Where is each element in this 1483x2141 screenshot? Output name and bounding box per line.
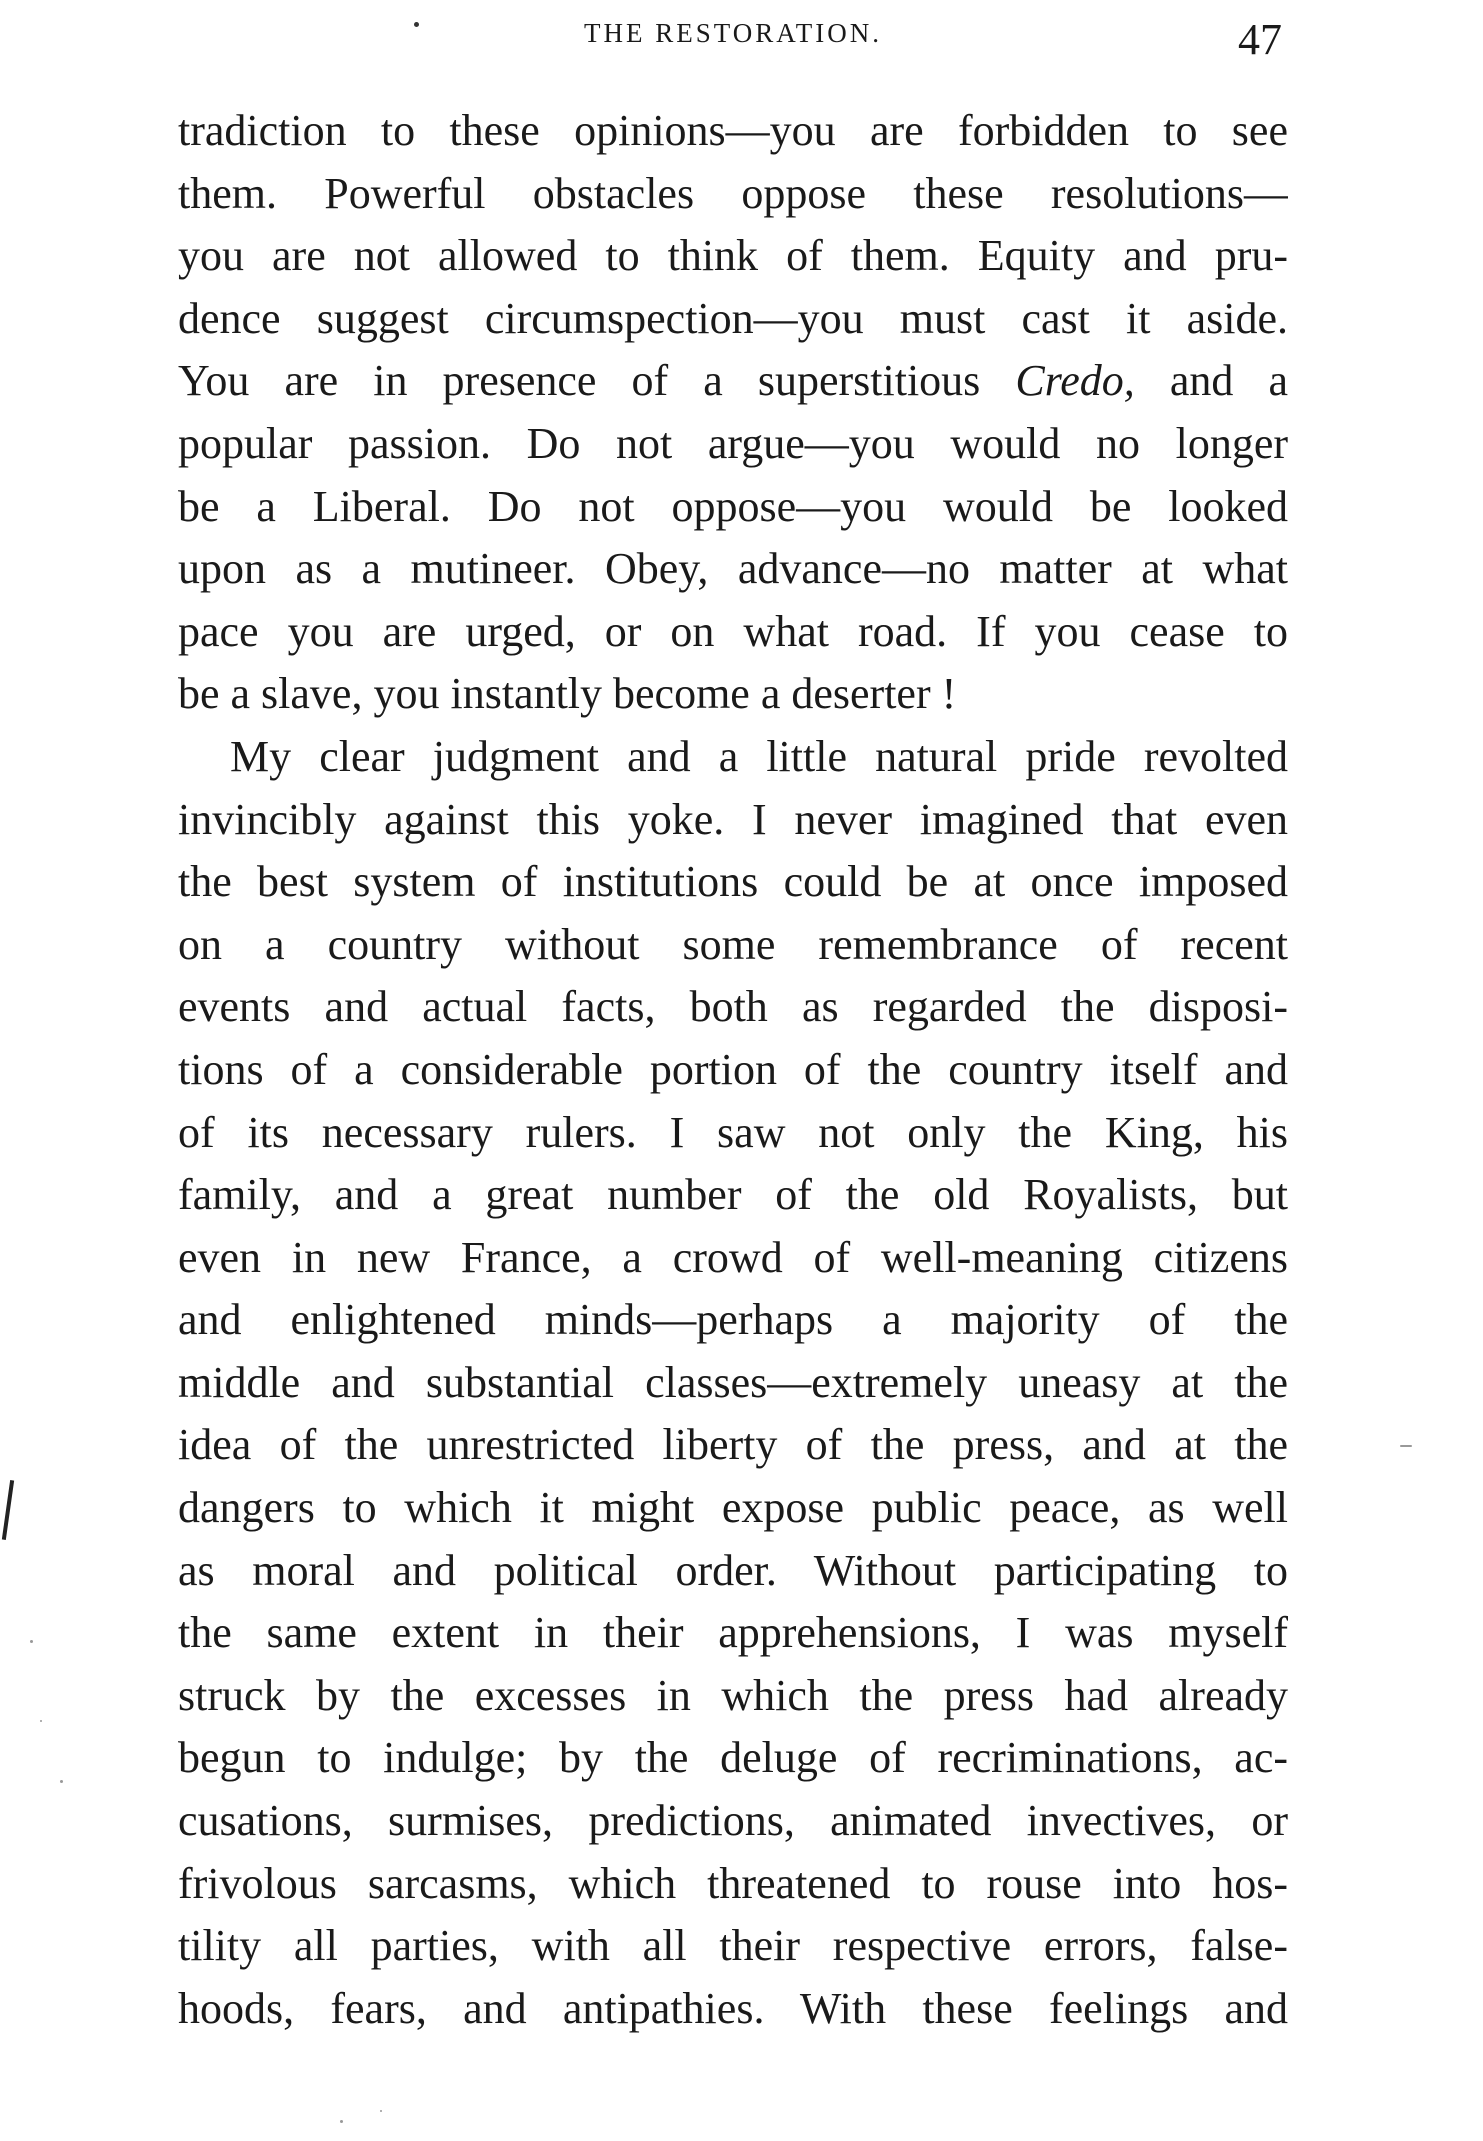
scan-speck [60,1780,63,1783]
text-line-23: dangers to which it might expose public peace, as well [178,1483,1288,1533]
text-line-21: middle and substantial classes—extremely uneasy at the [178,1357,1288,1407]
text-line-7: be a Liberal. Do not oppose—you would be looked [178,481,1288,531]
page-number: 47 [1238,15,1282,64]
text-line-19: even in new France, a crowd of well-meaning citizens [178,1232,1288,1282]
scan-speck [40,1720,42,1722]
text-line-24: as moral and political order. Without participating to [178,1545,1288,1595]
scan-speck [1400,1445,1412,1447]
text-line-11: My clear judgment and a little natural pride revolted [230,731,1288,781]
running-head [178,14,1288,74]
text-line-28: cusations, surmises, predictions, animated invectives, or [178,1796,1288,1846]
text-line-9: pace you are urged, or on what road. If you cease to [178,606,1288,656]
text-line-16: tions of a considerable portion of the country itself and [178,1044,1288,1094]
text-line-20: and enlightened minds—perhaps a majority of the [178,1295,1288,1345]
text-line-22: idea of the unrestricted liberty of the press, and at the [178,1420,1288,1470]
scan-speck [380,2110,382,2112]
text-line-25: the same extent in their apprehensions, I was myself [178,1608,1288,1658]
body-text [178,100,1288,2040]
running-head-title: THE RESTORATION. [583,18,882,48]
scan-speck [340,2120,343,2123]
text-line-12: invincibly against this yoke. I never imagined that even [178,794,1288,844]
italic-credo: Credo, [1015,356,1135,406]
text-line-5 [178,350,1288,413]
text-line-8: upon as a mutineer. Obey, advance—no matter at what [178,544,1288,594]
text-line-5-start: You are in presence of a superstitious [178,356,1016,406]
text-line-6: popular passion. Do not argue—you would no longer [178,418,1288,468]
text-line-17: of its necessary rulers. I saw not only the King, his [178,1107,1288,1157]
text-line-30: tility all parties, with all their respective errors, false- [178,1921,1288,1971]
text-line-10: be a slave, you instantly become a deserter ! [178,669,957,719]
scan-speck [30,1640,33,1643]
text-line-14: on a country without some remembrance of recent [178,919,1288,969]
margin-ink-mark [2,1480,14,1540]
text-line-1: tradiction to these opinions—you are forbidden to see [178,106,1288,155]
text-line-15: events and actual facts, both as regarded the disposi- [178,982,1288,1032]
text-line-3: you are not allowed to think of them. Equity and pru- [178,231,1288,281]
text-line-31: hoods, fears, and antipathies. With these feelings and [178,1983,1288,2033]
text-line-26: struck by the excesses in which the press had already [178,1670,1288,1720]
text-line-29: frivolous sarcasms, which threatened to rouse into hos- [178,1858,1288,1908]
text-line-5-end: and a [1134,356,1288,406]
text-line-27: begun to indulge; by the deluge of recriminations, ac- [178,1733,1288,1783]
text-line-13: the best system of institutions could be at once imposed [178,857,1288,907]
text-line-2: them. Powerful obstacles oppose these resolutions— [178,168,1288,218]
text-line-4: dence suggest circumspection—you must cast it aside. [178,293,1288,343]
text-line-18: family, and a great number of the old Royalists, but [178,1170,1288,1220]
